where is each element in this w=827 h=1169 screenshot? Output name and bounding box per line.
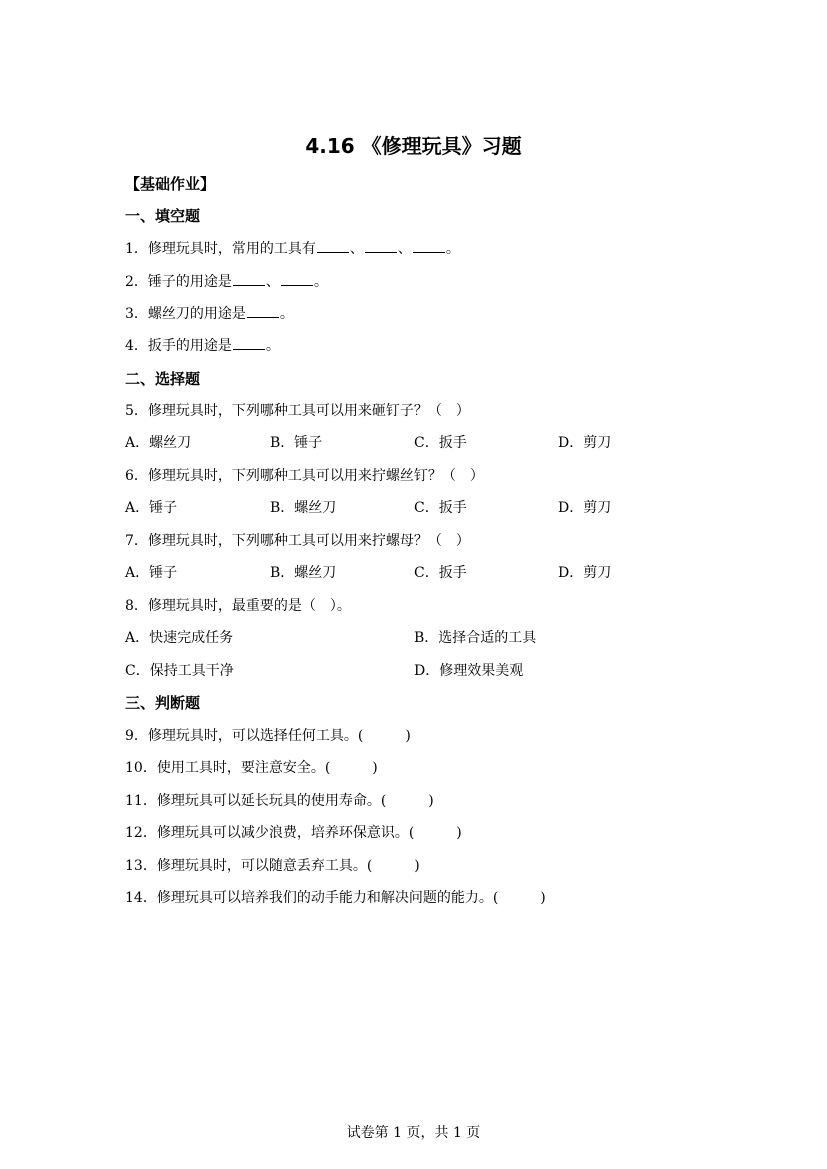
question-1 — [125, 238, 460, 258]
question-text: 2．锤子的用途是 — [125, 274, 232, 290]
question-13: 13．修理玩具时，可以随意丢弃工具。( ) — [125, 858, 420, 874]
option-b[interactable]: B．螺丝刀 — [270, 500, 337, 516]
answer-blank[interactable] — [247, 305, 279, 318]
answer-blank[interactable] — [413, 240, 445, 253]
question-7: 7．修理玩具时，下列哪种工具可以用来拧螺母？（ ） — [125, 533, 470, 549]
question-5: 5．修理玩具时，下列哪种工具可以用来砸钉子？（ ） — [125, 403, 470, 419]
period: 。 — [279, 306, 294, 322]
option-c[interactable]: C．扳手 — [414, 565, 467, 581]
question-text: 1．修理玩具时，常用的工具有 — [125, 241, 316, 257]
option-a[interactable]: A．螺丝刀 — [125, 435, 192, 451]
option-d[interactable]: D．剪刀 — [558, 500, 612, 516]
part-heading-judge: 三、判断题 — [125, 694, 201, 712]
separator: 、 — [397, 241, 412, 257]
period: 。 — [313, 274, 328, 290]
question-3 — [125, 303, 294, 323]
option-d[interactable]: D．剪刀 — [558, 565, 612, 581]
question-14: 14．修理玩具可以培养我们的动手能力和解决问题的能力。( ) — [125, 890, 546, 906]
option-c[interactable]: C．扳手 — [414, 500, 467, 516]
separator: 、 — [265, 274, 280, 290]
question-11: 11．修理玩具可以延长玩具的使用寿命。( ) — [125, 793, 434, 809]
part-heading-fill: 一、填空题 — [125, 207, 201, 225]
question-8: 8．修理玩具时，最重要的是（ ）。 — [125, 598, 351, 614]
question-text: 4．扳手的用途是 — [125, 338, 232, 354]
answer-blank[interactable] — [233, 337, 265, 350]
option-b[interactable]: B．选择合适的工具 — [414, 630, 537, 646]
option-c[interactable]: C．保持工具干净 — [125, 663, 234, 679]
answer-blank[interactable] — [317, 240, 349, 253]
option-b[interactable]: B．螺丝刀 — [270, 565, 337, 581]
page-title: 4.16 《修理玩具》习题 — [305, 134, 522, 158]
option-b[interactable]: B．锤子 — [270, 435, 323, 451]
option-d[interactable]: D．剪刀 — [558, 435, 612, 451]
answer-blank[interactable] — [365, 240, 397, 253]
period: 。 — [445, 241, 460, 257]
question-12: 12．修理玩具可以减少浪费，培养环保意识。( ) — [125, 825, 462, 841]
question-9: 9．修理玩具时，可以选择任何工具。( ) — [125, 728, 411, 744]
option-d[interactable]: D．修理效果美观 — [414, 663, 524, 679]
question-2 — [125, 271, 328, 291]
option-a[interactable]: A．锤子 — [125, 500, 178, 516]
answer-blank[interactable] — [281, 273, 313, 286]
question-4 — [125, 335, 280, 355]
separator: 、 — [349, 241, 364, 257]
option-a[interactable]: A．锤子 — [125, 565, 178, 581]
period: 。 — [265, 338, 280, 354]
part-heading-choice: 二、选择题 — [125, 370, 201, 388]
answer-blank[interactable] — [233, 273, 265, 286]
question-text: 3．螺丝刀的用途是 — [125, 306, 246, 322]
question-10: 10．使用工具时，要注意安全。( ) — [125, 760, 378, 776]
section-label: 【基础作业】 — [125, 175, 216, 193]
question-6: 6．修理玩具时，下列哪种工具可以用来拧螺丝钉？（ ） — [125, 468, 484, 484]
page-footer: 试卷第 1 页，共 1 页 — [346, 1125, 481, 1141]
option-a[interactable]: A．快速完成任务 — [125, 630, 234, 646]
option-c[interactable]: C．扳手 — [414, 435, 467, 451]
